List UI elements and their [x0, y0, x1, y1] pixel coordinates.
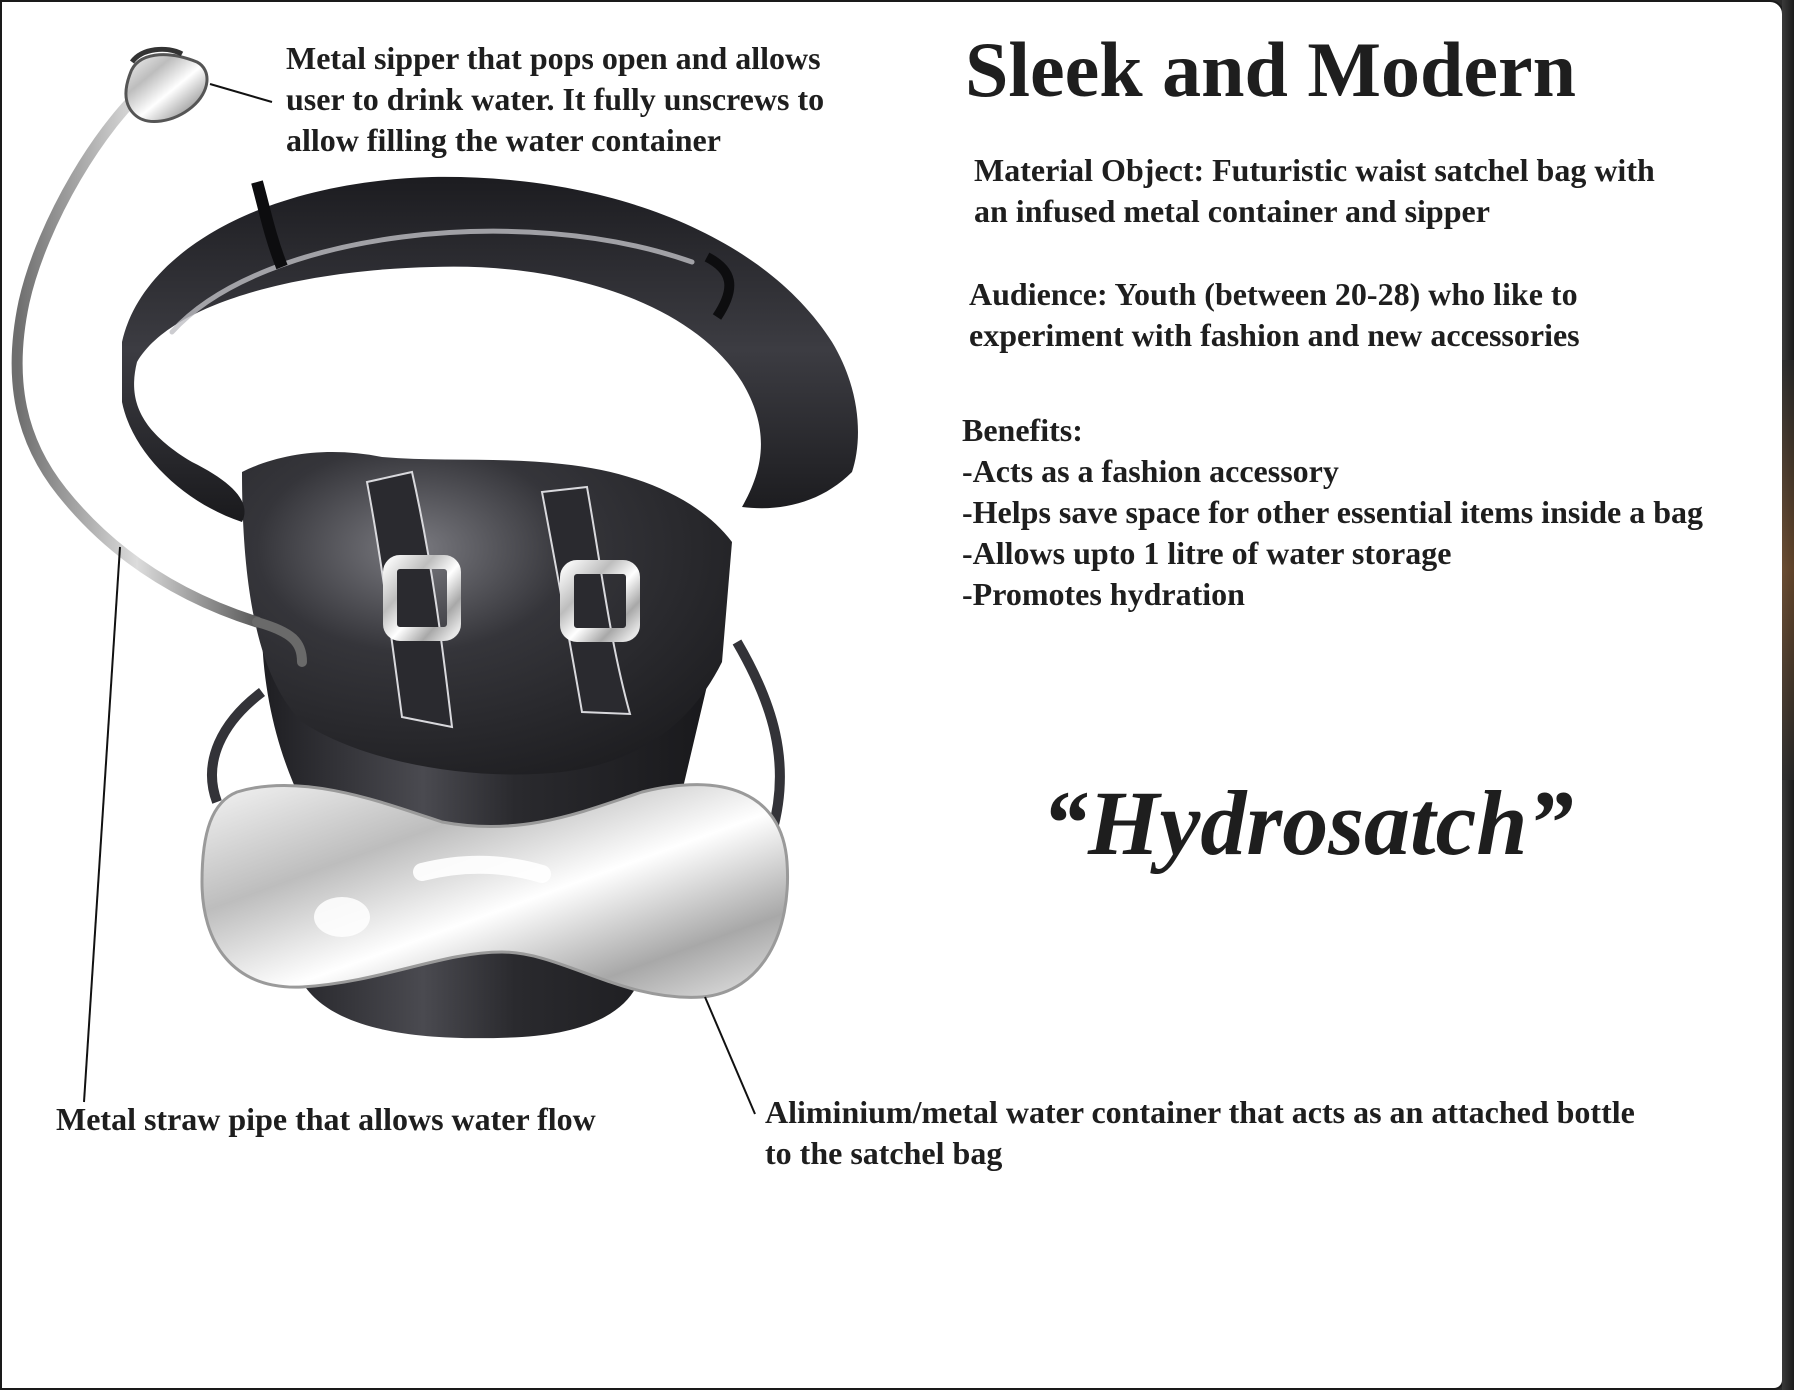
sipper-icon: [126, 49, 207, 121]
benefits-heading: Benefits:: [962, 412, 1083, 448]
container-callout-line: Aliminium/metal water container that acts as an attached bottle: [765, 1094, 1635, 1130]
container-callout-line: to the satchel bag: [765, 1135, 1003, 1171]
page-title: Sleek and Modern: [965, 26, 1577, 113]
satchel-bag-illustration: [2, 2, 902, 1388]
material-line: an infused metal container and sipper: [974, 193, 1490, 229]
container-shine: [422, 865, 542, 874]
sipper-callout-line: allow filling the water container: [286, 122, 721, 158]
sipper-leader-line: [210, 84, 272, 102]
sipper-callout-line: Metal sipper that pops open and allows: [286, 40, 821, 76]
material-object-text: [974, 150, 1655, 232]
benefit-item: -Promotes hydration: [962, 576, 1245, 612]
audience-text: [969, 274, 1580, 356]
benefit-item: -Allows upto 1 litre of water storage: [962, 535, 1452, 571]
container-callout: [765, 1092, 1635, 1174]
audience-line: experiment with fashion and new accessories: [969, 317, 1580, 353]
sipper-callout-line: user to drink water. It fully unscrews to: [286, 81, 825, 117]
benefit-item: -Helps save space for other essential items inside a bag: [962, 494, 1703, 530]
audience-line: Audience: Youth (between 20-28) who like to: [969, 276, 1578, 312]
straw-callout: Metal straw pipe that allows water flow: [56, 1101, 596, 1137]
material-line: Material Object: Futuristic waist satchel bag with: [974, 152, 1655, 188]
sipper-callout: [286, 38, 824, 161]
container-reflection: [314, 897, 370, 937]
side-cord-left: [212, 692, 262, 802]
bag-flap: [242, 452, 732, 775]
benefit-item: -Acts as a fashion accessory: [962, 453, 1339, 489]
straw-leader-line: [84, 547, 120, 1102]
container-leader-line: [705, 997, 755, 1114]
product-name: “Hydrosatch”: [1042, 772, 1574, 874]
page-edge: [1782, 0, 1794, 1390]
benefits-list: [962, 410, 1703, 615]
